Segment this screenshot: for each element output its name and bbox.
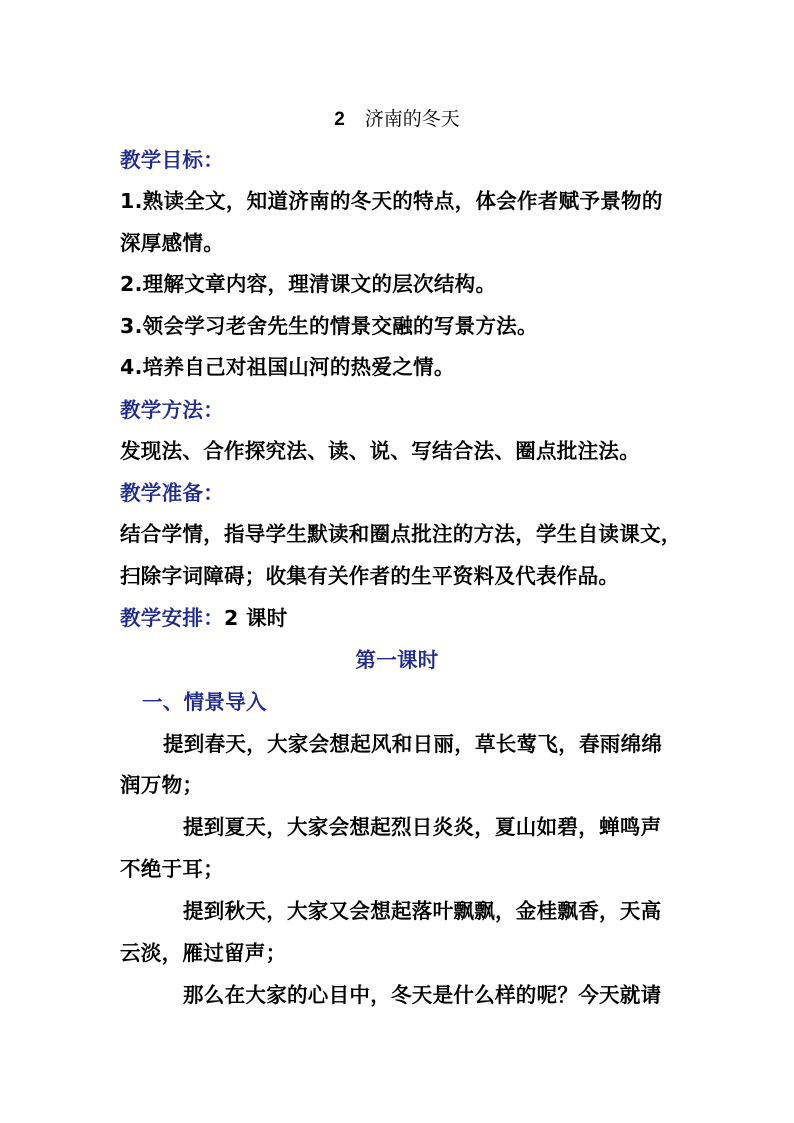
goals-line: 4.培养自己对祖国山河的热爱之情。 — [120, 355, 455, 379]
document-title — [0, 104, 794, 131]
prep-heading: 教学准备： — [120, 481, 224, 505]
paragraph-line: 提到秋天，大家又会想起落叶飘飘，金桂飘香，天高 — [183, 899, 662, 923]
prep-line: 结合学情，指导学生默读和圈点批注的方法，学生自读课文， — [120, 522, 682, 546]
arrangement-label: 教学安排： — [120, 606, 224, 630]
methods-heading: 教学方法： — [120, 398, 224, 422]
lesson-number: 2 — [334, 109, 345, 130]
paragraph-line: 云淡，雁过留声； — [120, 941, 287, 965]
paragraph-line: 提到春天，大家会想起风和日丽，草长莺飞，春雨绵绵 — [163, 732, 663, 756]
arrangement — [120, 604, 680, 632]
section-heading: 一、情景导入 — [142, 690, 267, 714]
paragraph-line: 不绝于耳； — [120, 857, 224, 881]
goals-heading: 教学目标： — [120, 148, 224, 172]
paragraph-line: 润万物； — [120, 773, 204, 797]
goals-line: 1.熟读全文，知道济南的冬天的特点，体会作者赋予景物的 — [120, 189, 663, 213]
goals-line: 3.领会学习老舍先生的情景交融的写景方法。 — [120, 314, 538, 338]
lesson-title-text: 济南的冬天 — [364, 108, 460, 130]
lesson-title: 第一课时 — [355, 648, 439, 672]
goals-line: 2.理解文章内容，理清课文的层次结构。 — [120, 272, 497, 296]
goals-line: 深厚感情。 — [120, 231, 224, 255]
prep-line: 扫除字词障碍；收集有关作者的生平资料及代表作品。 — [120, 564, 620, 588]
paragraph-line: 提到夏天，大家会想起烈日炎炎，夏山如碧，蝉鸣声 — [183, 815, 662, 839]
arrangement-value: 2 课时 — [224, 606, 288, 630]
methods-text: 发现法、合作探究法、读、说、写结合法、圈点批注法。 — [120, 439, 640, 463]
paragraph-line: 那么在大家的心目中，冬天是什么样的呢？今天就请 — [183, 983, 662, 1007]
